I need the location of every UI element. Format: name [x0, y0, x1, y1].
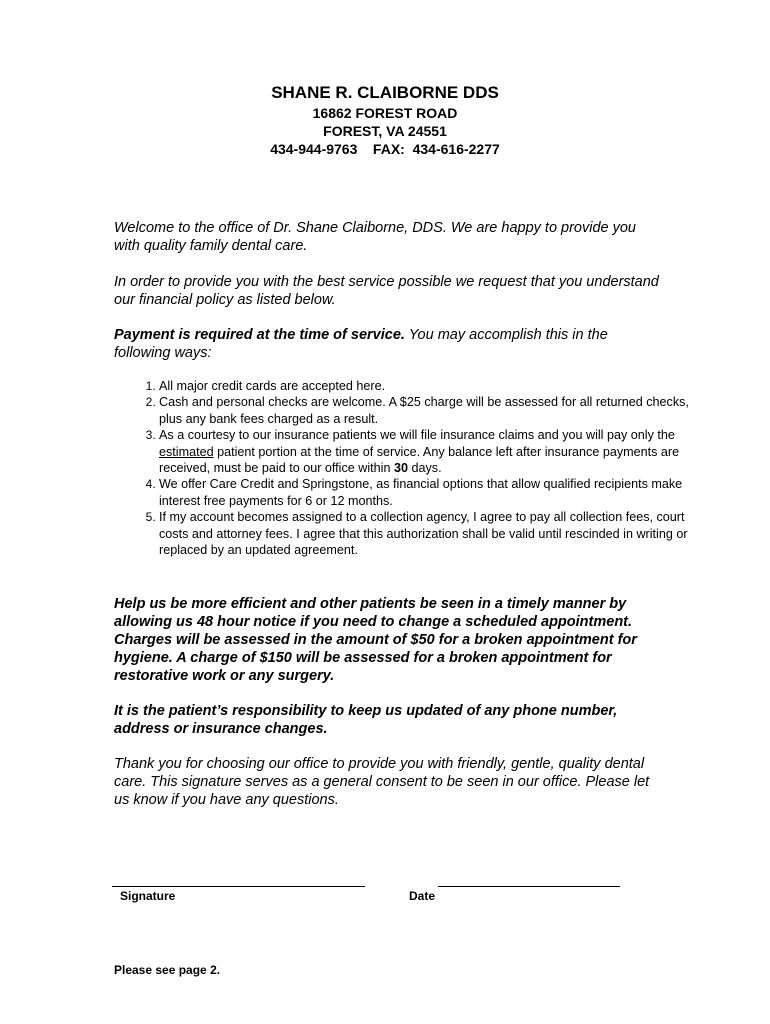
welcome-paragraph: Welcome to the office of Dr. Shane Claiborne, DDS. We are happy to provide you with quality family dental care.	[114, 220, 636, 254]
payment-required-text: Payment is required at the time of service.	[114, 327, 405, 343]
list-item	[159, 476, 699, 509]
letterhead	[0, 82, 770, 158]
list-item-text: patient portion at the time of service. Any balance left after insurance payments are received, must be paid to our office within	[159, 444, 680, 476]
responsibility-notice: It is the patient’s responsibility to keep us updated of any phone number, address or insurance changes.	[114, 703, 618, 737]
policy-paragraph: In order to provide you with the best service possible we request that you understand our financial policy as listed below.	[114, 274, 659, 308]
phone-fax-line: 434-944-9763 FAX: 434-616-2277	[270, 141, 500, 157]
appointment-notice: Help us be more efficient and other patients be seen in a timely manner by allowing us 48 hour notice if you need to change a scheduled appointment. Charges will be assessed in the amount of $50 for a broken appointment for hygiene. A charge of $150 will be assessed for a broken appointment for restorative work or any surgery.	[114, 596, 637, 684]
list-item-text: As a courtesy to our insurance patients we will file insurance claims and you will pay only the	[159, 428, 675, 443]
payment-paragraph	[114, 326, 664, 362]
list-item	[159, 509, 699, 558]
list-item-text: If my account becomes assigned to a collection agency, I agree to pay all collection fees, court costs and attorney fees. I agree that this authorization shall be valid until rescinded in writing or replaced by an updated agreement.	[159, 510, 688, 558]
thank-you-paragraph: Thank you for choosing our office to provide you with friendly, gentle, quality dental care. This signature serves as a general consent to be seen in our office. Please let us know if you have any questions.	[114, 756, 650, 808]
payment-ways-text: You may accomplish this in the following ways:	[114, 327, 608, 361]
page-2-note: Please see page 2.	[114, 963, 221, 977]
list-item	[159, 378, 699, 394]
list-item-text: All major credit cards are accepted here.	[159, 379, 386, 393]
payment-ways-list	[132, 378, 699, 558]
list-item	[159, 394, 699, 427]
list-item-text: days.	[408, 461, 442, 476]
list-item-text: Cash and personal checks are welcome. A $25 charge will be assessed for all returned checks, plus any bank fees charged as a result.	[159, 395, 689, 426]
practice-name: SHANE R. CLAIBORNE DDS	[271, 83, 499, 102]
days-count: 30	[393, 461, 408, 476]
date-line[interactable]	[438, 886, 620, 887]
signature-label: Signature	[120, 889, 176, 903]
date-label: Date	[409, 889, 436, 903]
list-item	[159, 427, 699, 476]
signature-line[interactable]	[112, 886, 365, 887]
list-item-text: We offer Care Credit and Springstone, as financial options that allow qualified recipients make interest free payments for 6 or 12 months.	[159, 477, 683, 508]
address-line-1: 16862 FOREST ROAD	[312, 105, 458, 121]
estimated-underlined: estimated	[159, 444, 214, 459]
address-line-2: FOREST, VA 24551	[323, 123, 447, 139]
